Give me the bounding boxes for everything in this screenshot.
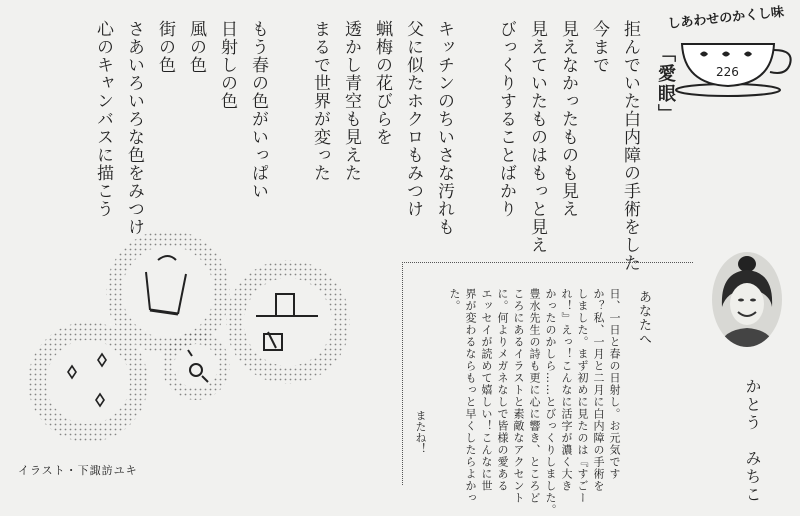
letter-line: しました。まず初めに見たのは『すごー <box>576 288 589 504</box>
poem-line: 蝋梅の花びらを <box>372 20 392 146</box>
letter-line: 日、一日と春の日射し。お元気です <box>608 288 621 480</box>
poem-line: 拒んでいた白内障の手術をした <box>620 20 640 272</box>
author-photo <box>712 252 782 347</box>
poem-line: 見えていたものはもっと見え <box>527 20 547 254</box>
poem-line: さあいろいろな色をみつけ <box>124 20 144 236</box>
letter-line: 界が変わるならもっと早くしたらよかっ <box>464 288 477 504</box>
author-name: かとう みちこ <box>743 378 762 504</box>
poem-line: びっくりすることばかり <box>496 20 516 218</box>
poem-line: 今まで <box>589 20 609 74</box>
poem-line: 風の色 <box>186 20 206 74</box>
letter-heading: あなたへ <box>636 290 651 346</box>
poem-line: 見えなかったものも見え <box>558 20 578 218</box>
letter-line: エッセイが読めて嬉しい！こんなに世 <box>480 288 493 492</box>
illustration-credit: イラスト・下諏訪ユキ <box>18 464 138 477</box>
letter-line: か？私、一月と二月に白内障の手術を <box>592 288 605 492</box>
letter-line: れ！』えっ！こんなに活字が濃く大き <box>560 288 573 492</box>
letter-signoff: またね！ <box>414 410 427 454</box>
letter-line: 豊水先生の詩も更に心に響き、ところど <box>528 288 541 504</box>
letter-line: た。 <box>448 288 461 312</box>
poem-line: 街の色 <box>155 20 175 74</box>
series-title: しあわせのかくし味 <box>666 4 785 32</box>
letter-line: ころにあるイラストと素敵なアクセント <box>512 288 525 504</box>
poem-line: 心のキャンバスに描こう <box>93 20 113 218</box>
poem-line: 日射しの色 <box>217 20 237 110</box>
poem-line: 透かし青空も見えた <box>341 20 361 182</box>
illustration <box>18 232 358 464</box>
poem-line: もう春の色がいっぱい <box>248 20 268 200</box>
sparkle-circle-left <box>28 322 148 442</box>
sparkle-circle-small <box>162 332 230 400</box>
poem-line: 父に似たホクロもみつけ <box>403 20 423 218</box>
poem-line: キッチンのちいさな汚れも <box>434 20 454 236</box>
poem-title: 「愛眼」 <box>655 44 676 124</box>
series-number: 226 <box>716 65 739 79</box>
sparkle-circle-right <box>226 260 350 384</box>
letter-line: に。何よりメガネなしで皆様の愛ある <box>496 288 509 492</box>
letter-line: かったのかしら……とびっくりしました。 <box>544 288 557 516</box>
poem-line: まるで世界が変った <box>310 20 330 182</box>
series-header <box>660 4 800 100</box>
letter-body <box>446 288 622 516</box>
